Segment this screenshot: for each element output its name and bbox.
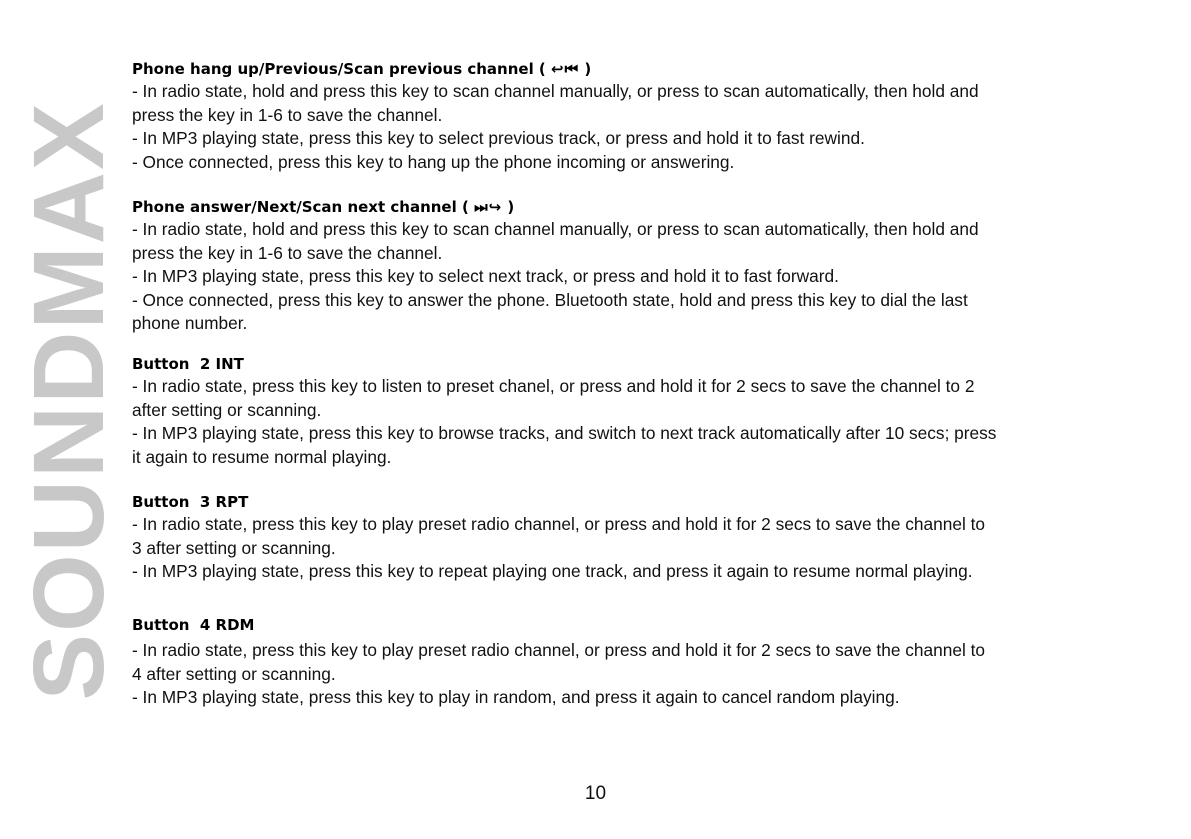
- body-line: - In radio state, hold and press this key to scan channel manually, or press to scan automatically, then hold and: [132, 81, 979, 101]
- body-line: after setting or scanning.: [132, 399, 322, 420]
- body-line: - In MP3 playing state, press this key to browse tracks, and switch to next track automatically after 10 secs; press: [132, 423, 997, 443]
- body-line: phone number.: [132, 313, 248, 333]
- brand-logo: [13, 56, 125, 746]
- body-line: it again to resume normal playing.: [132, 446, 392, 467]
- section-heading: Button 4 RDM: [132, 616, 255, 634]
- body-line: press the key in 1-6 to save the channel.: [132, 242, 443, 263]
- body-line: - In radio state, hold and press this key to scan channel manually, or press to scan automatically, then hold and: [132, 219, 979, 239]
- body-line: - Once connected, press this key to hang up the phone incoming or answering.: [132, 151, 735, 172]
- body-line: - Once connected, press this key to answer the phone. Bluetooth state, hold and press this key to dial the last: [132, 289, 968, 310]
- body-line: 4 after setting or scanning.: [132, 663, 336, 684]
- body-line: - In MP3 playing state, press this key to repeat playing one track, and press it again to resume normal playing.: [132, 561, 973, 581]
- section-heading: Phone answer/Next/Scan next channel ( ⏭↪ ): [132, 198, 515, 216]
- section-button-2-int: [132, 353, 996, 469]
- section-phone-hang-up: [132, 58, 979, 174]
- body-line: - In radio state, press this key to play preset radio channel, or press and hold it for 2 secs to save the channel to: [132, 640, 986, 660]
- next-phone-answer-icon: ⏭↪: [474, 198, 503, 216]
- body-line: - In radio state, press this key to play preset radio channel, or press and hold it for 2 secs to save the channel to: [132, 514, 986, 534]
- phone-hang-up-previous-icon: ↩⏮: [551, 60, 580, 78]
- body-line: - In MP3 playing state, press this key to select next track, or press and hold it to fast forward.: [132, 266, 839, 286]
- section-heading: Phone hang up/Previous/Scan previous channel ( ↩⏮ ): [132, 60, 592, 78]
- body-line: - In MP3 playing state, press this key to play in random, and press it again to cancel random playing.: [132, 687, 900, 707]
- section-heading: Button 3 RPT: [132, 493, 249, 511]
- body-line: 3 after setting or scanning.: [132, 537, 336, 558]
- section-heading: Button 2 INT: [132, 355, 244, 373]
- page-number: 10: [584, 783, 607, 804]
- body-line: - In MP3 playing state, press this key to select previous track, or press and hold it to fast rewind.: [132, 128, 865, 148]
- section-button-3-rpt: [132, 491, 985, 584]
- body-line: press the key in 1-6 to save the channel.: [132, 104, 443, 125]
- section-phone-answer: [132, 196, 979, 336]
- body-line: - In radio state, press this key to listen to preset chanel, or press and hold it for 2 secs to save the channel to 2: [132, 376, 975, 396]
- section-button-4-rdm: [132, 614, 985, 710]
- brand-logo-text: SOUNDMAX: [13, 101, 125, 701]
